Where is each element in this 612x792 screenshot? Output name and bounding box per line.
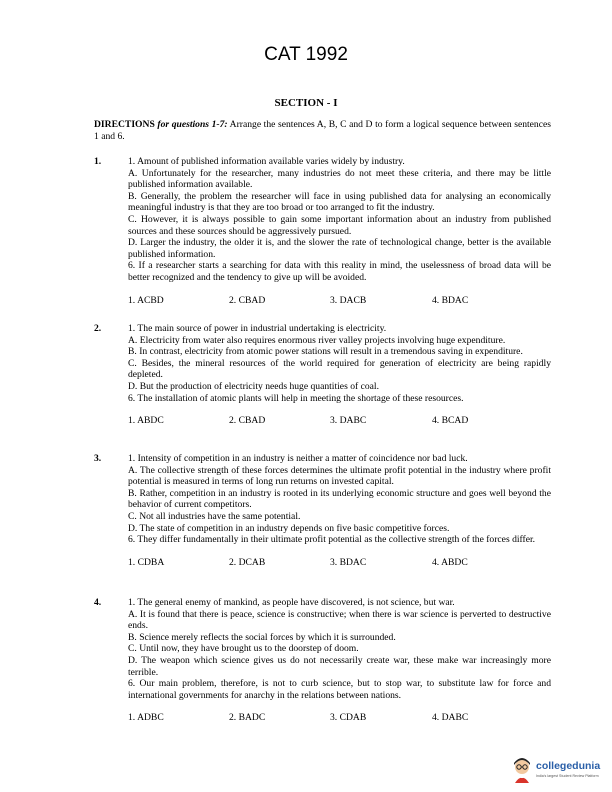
- collegedunia-logo[interactable]: [511, 757, 607, 783]
- sentence-c: C. Besides, the mineral resources of the world required for generation of electricity are being rapidly depleted.: [128, 357, 551, 381]
- sentence-a: A. Unfortunately for the researcher, many industries do not meet these criteria, and there may be little published information available.: [128, 167, 551, 191]
- question-number: 4.: [94, 597, 102, 608]
- question-body: [128, 597, 551, 724]
- sentence-1: 1. Intensity of competition in an industry is neither a matter of coincidence nor bad luck.: [128, 453, 468, 464]
- sentence-a: A. It is found that there is peace, science is constructive; when there is war science is perverted to destructive ends.: [128, 608, 551, 632]
- sentence-d: D. Larger the industry, the older it is, and the slower the rate of technological change, better is the available published information.: [128, 237, 551, 260]
- directions-text: Arrange the sentences A, B, C and D to form a logical sequence between sentences 1 and 6.: [94, 119, 551, 142]
- answer-options: [128, 557, 551, 569]
- option-2[interactable]: 2. BADC: [229, 712, 266, 724]
- option-1[interactable]: 1. CDBA: [128, 556, 165, 568]
- sentence-a: A. The collective strength of these forces determines the ultimate profit potential in the industry where profit potential is measured in terms of long run returns on invested capital.: [128, 464, 551, 488]
- answer-options: [128, 712, 551, 724]
- sentence-b: B. In contrast, electricity from atomic power stations will result in a tremendous saving in expenditure.: [128, 346, 523, 358]
- sentence-b: B. Science merely reflects the social forces by which it is surrounded.: [128, 631, 396, 643]
- option-3[interactable]: 3. BDAC: [330, 556, 367, 568]
- option-3[interactable]: 3. DABC: [330, 415, 367, 427]
- directions: [94, 119, 551, 143]
- option-4[interactable]: 4. BCAD: [432, 415, 469, 427]
- question-number: 2.: [94, 323, 102, 334]
- sentence-6: 6. The installation of atomic plants will help in meeting the shortage of these resources.: [128, 392, 464, 404]
- sentence-d: D. The weapon which science gives us do not necessarily create war, these make war increasingly more terrible.: [128, 654, 551, 678]
- option-4[interactable]: 4. BDAC: [432, 294, 469, 306]
- sentence-d: D. But the production of electricity needs huge quantities of coal.: [128, 380, 379, 392]
- question-number: 1.: [94, 156, 102, 167]
- option-3[interactable]: 3. CDAB: [330, 712, 367, 724]
- sentence-1: 1. The main source of power in industrial undertaking is electricity.: [128, 323, 387, 334]
- sentence-6: 6. If a researcher starts a searching for data with this reality in mind, the uselessness of broad data will be better recognized and the tendency to give up will be avoided.: [128, 260, 551, 283]
- sentence-b: B. Generally, the problem the researcher will face in using published data for analysing an economically meaningful industry is that they are too broad or too arranged to fit the industry.: [128, 190, 551, 214]
- mascot-icon: [511, 757, 533, 783]
- option-1[interactable]: 1. ABDC: [128, 415, 164, 427]
- option-1[interactable]: 1. ACBD: [128, 294, 164, 306]
- section-title: SECTION - I: [274, 97, 338, 109]
- option-4[interactable]: 4. ABDC: [432, 556, 468, 568]
- sentence-b: B. Rather, competition in an industry is rooted in its underlying economic structure and goes well beyond the behavior of current competitors.: [128, 487, 551, 511]
- option-4[interactable]: 4. DABC: [432, 712, 469, 724]
- directions-lead: DIRECTIONS: [94, 119, 155, 130]
- option-1[interactable]: 1. ADBC: [128, 712, 164, 724]
- logo-tagline: India's largest Student Review Platform: [536, 774, 599, 778]
- logo-name: collegedunia: [536, 760, 601, 772]
- question-body: [128, 156, 551, 307]
- sentence-c: C. However, it is always possible to gain some important information about an industry from published sources and these sources should be aggressively pursued.: [128, 213, 551, 237]
- question-body: [128, 453, 551, 569]
- answer-options: [128, 295, 551, 307]
- sentence-6: 6. Our main problem, therefore, is not to curb science, but to stop war, to substitute law for force and international governments for anarchy in the relations between nations.: [128, 678, 551, 701]
- sentence-d: D. The state of competition in an industry depends on five basic competitive forces.: [128, 522, 450, 534]
- option-2[interactable]: 2. CBAD: [229, 415, 266, 427]
- option-2[interactable]: 2. CBAD: [229, 294, 266, 306]
- option-3[interactable]: 3. DACB: [330, 294, 367, 306]
- question-number: 3.: [94, 453, 102, 464]
- sentence-1: 1. The general enemy of mankind, as people have discovered, is not science, but war.: [128, 597, 455, 608]
- answer-options: [128, 415, 551, 427]
- directions-range: for questions 1-7:: [157, 119, 228, 130]
- sentence-c: C. Not all industries have the same potential.: [128, 510, 301, 522]
- sentence-c: C. Until now, they have brought us to the doorstep of doom.: [128, 643, 359, 655]
- page-title: CAT 1992: [264, 44, 348, 65]
- option-2[interactable]: 2. DCAB: [229, 556, 266, 568]
- question-body: [128, 323, 551, 427]
- sentence-6: 6. They differ fundamentally in their ultimate profit potential as the collective strength of the forces differ.: [128, 534, 536, 546]
- sentence-1: 1. Amount of published information available varies widely by industry.: [128, 156, 405, 167]
- sentence-a: A. Electricity from water also requires enormous river valley projects involving huge expenditure.: [128, 334, 506, 346]
